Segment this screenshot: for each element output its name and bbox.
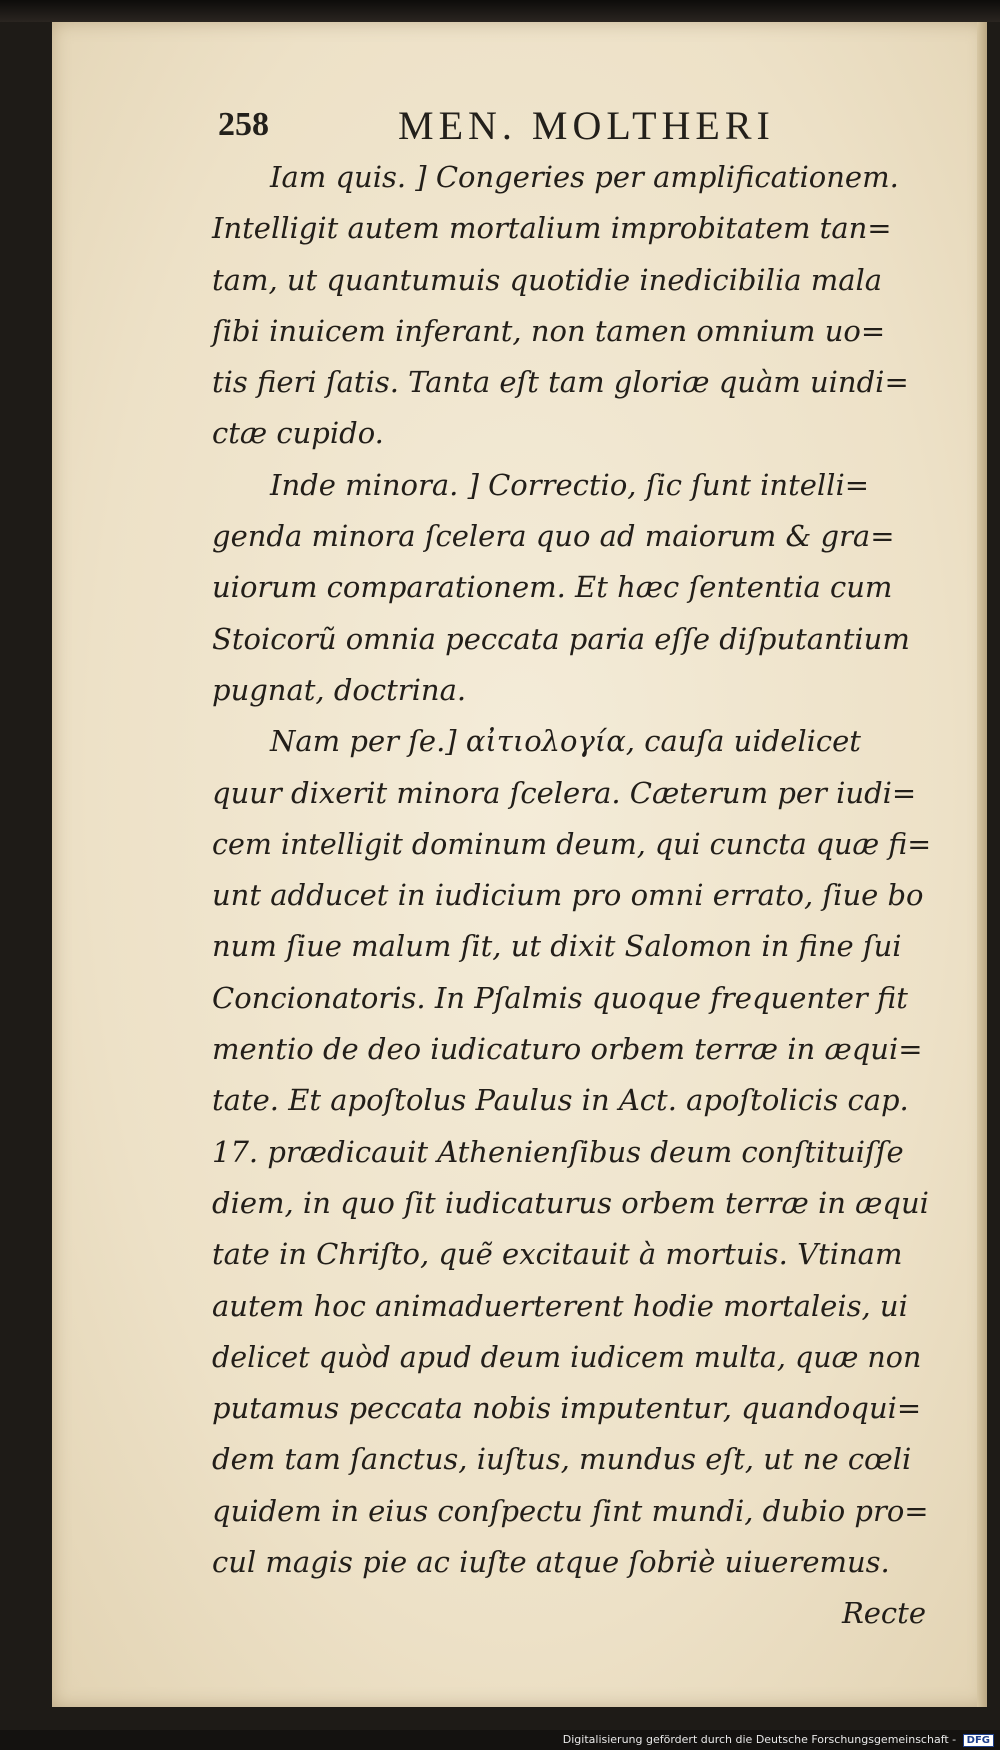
text-line: quur dixerit minora ſcelera. Cæterum per iudi= <box>212 775 917 810</box>
text-line: Nam per ſe.] αἰτιολογία, cauſa uidelicet <box>270 724 861 759</box>
text-line: autem hoc animaduerterent hodie mortaleis, ui <box>212 1288 908 1323</box>
text-line: tate. Et apoſtolus Paulus in Act. apoſtolicis cap. <box>212 1083 909 1118</box>
text-line: pugnat, doctrina. <box>212 672 467 707</box>
text-line: tam, ut quantumuis quotidie inedicibilia mala <box>212 262 883 297</box>
text-line: num ſiue malum ſit, ut dixit Salomon in fine ſui <box>212 929 902 964</box>
text-line: cul magis pie ac iuſte atque ſobriè uiueremus. <box>212 1545 890 1580</box>
page-edge <box>977 22 987 1707</box>
text-line: Concionatoris. In Pſalmis quoque frequenter fit <box>212 980 908 1015</box>
text-line: unt adducet in iudicium pro omni errato, ſiue bo <box>212 878 924 913</box>
text-line: dem tam ſanctus, iuſtus, mundus eſt, ut ne cœli <box>212 1442 912 1477</box>
binding-shadow <box>0 0 1000 22</box>
text-line: mentio de deo iudicaturo orbem terræ in æqui= <box>212 1032 923 1067</box>
text-line: ſibi inuicem inferant, non tamen omnium uo= <box>212 313 886 348</box>
text-line: Intelligit autem mortalium improbitatem tan= <box>212 211 892 246</box>
digitization-credit <box>563 1733 994 1747</box>
page-number: 258 <box>218 106 269 143</box>
text-line: 17. prædicauit Athenienſibus deum conſtituiſſe <box>212 1134 904 1169</box>
running-title: MEN. MOLTHERI <box>398 103 775 148</box>
credit-text: Digitalisierung gefördert durch die Deutsche Forschungsgemeinschaft - <box>562 1733 957 1746</box>
text-line: genda minora ſcelera quo ad maiorum & gra= <box>212 519 895 554</box>
text-line: Stoicorũ omnia peccata paria eſſe diſputantium <box>212 621 910 656</box>
text-line: uiorum comparationem. Et hæc ſententia cum <box>212 570 893 605</box>
text-line: diem, in quo ſit iudicaturus orbem terræ in æqui <box>212 1185 929 1220</box>
text-line: cem intelligit dominum deum, qui cuncta quæ fi= <box>212 827 932 861</box>
body-text <box>212 152 932 1640</box>
text-line: Inde minora. ] Correctio, ſic ſunt intelli= <box>270 467 870 502</box>
text-line: tis fieri ſatis. Tanta eſt tam gloriæ quàm uindi= <box>212 365 909 400</box>
text-line: tate in Chriſto, quẽ excitauit à mortuis. Vtinam <box>212 1237 903 1272</box>
text-line: Recte <box>841 1596 926 1631</box>
text-line: Iam quis. ] Congeries per amplificationem. <box>270 160 899 194</box>
dfg-logo: DFG <box>963 1734 994 1747</box>
text-line: delicet quòd apud deum iudicem multa, quæ non <box>212 1340 922 1374</box>
text-line: putamus peccata nobis imputentur, quandoqui= <box>212 1391 922 1426</box>
text-line: quidem in eius conſpectu ſint mundi, dubio pro= <box>212 1493 929 1528</box>
running-head <box>218 92 848 152</box>
text-line: ctæ cupido. <box>212 416 384 451</box>
